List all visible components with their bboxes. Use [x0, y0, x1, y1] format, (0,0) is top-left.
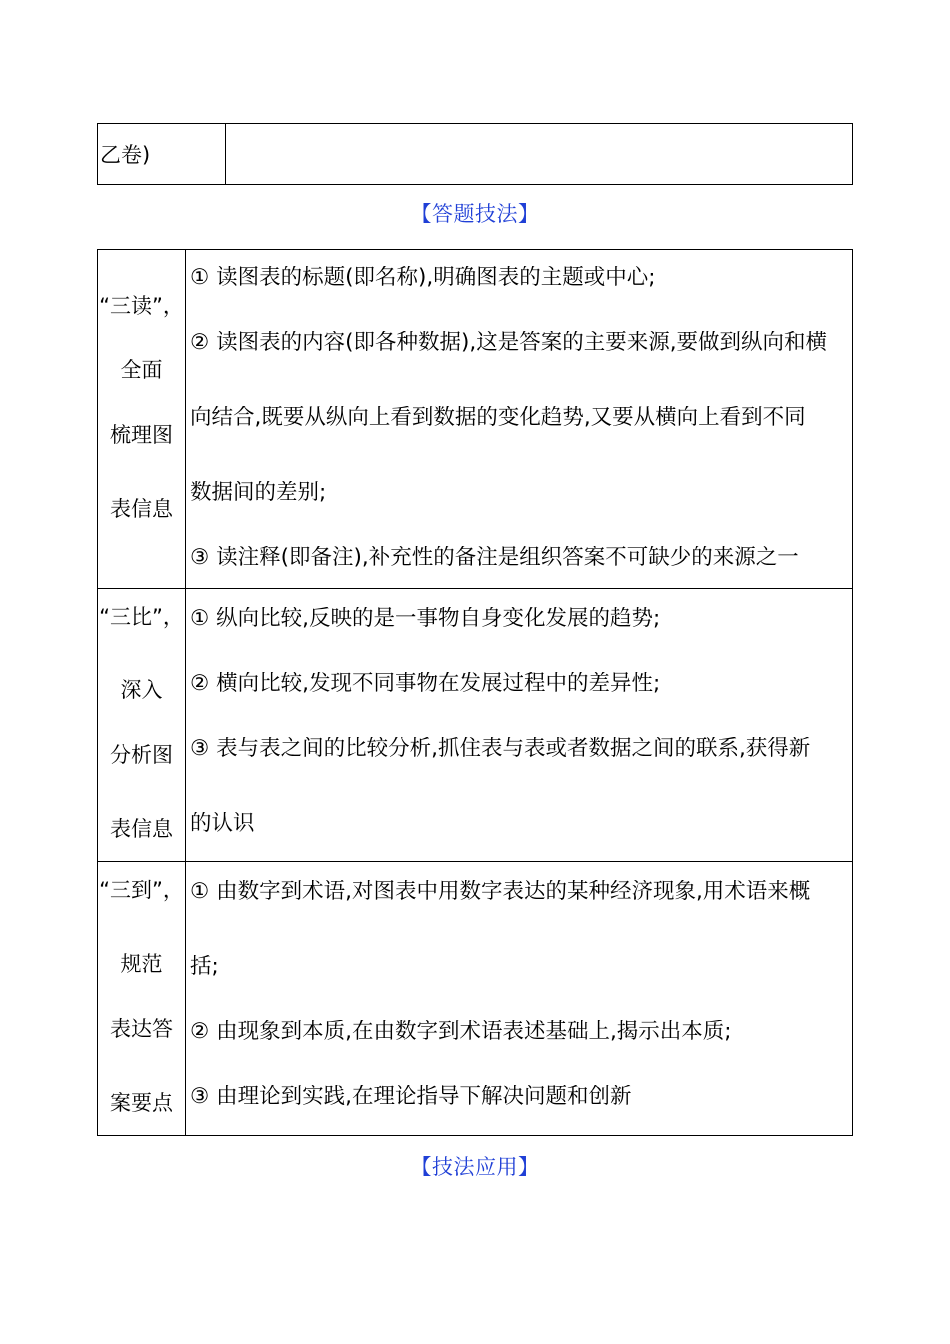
content-line: ③ 读注释(即备注),补充性的备注是组织答案不可缺少的来源之一	[190, 546, 799, 570]
top-table	[97, 123, 853, 185]
section-title-technique-application: 【技法应用】	[410, 1155, 540, 1179]
row-heading-line: 梳理图	[110, 423, 173, 447]
table-row	[98, 589, 853, 862]
row-heading-line: 表达答	[110, 1017, 173, 1041]
row-heading	[98, 862, 186, 1136]
row-content	[186, 589, 853, 862]
row-heading	[98, 589, 186, 862]
content-line: ① 纵向比较,反映的是一事物自身变化发展的趋势;	[190, 607, 661, 631]
content-line: ③ 表与表之间的比较分析,抓住表与表或者数据之间的联系,获得新	[190, 737, 811, 761]
content-line: ① 由数字到术语,对图表中用数字表达的某种经济现象,用术语来概	[190, 880, 811, 904]
table-row	[98, 250, 853, 589]
technique-table	[97, 249, 853, 1136]
top-table-right-cell	[226, 124, 853, 185]
row-heading-line: 表信息	[110, 817, 173, 841]
row-heading-line: “三到”，	[99, 878, 184, 902]
top-table-left-cell: 乙卷)	[98, 124, 226, 185]
content-line: ① 读图表的标题(即名称),明确图表的主题或中心;	[190, 266, 656, 290]
table-row	[98, 862, 853, 1136]
row-content	[186, 862, 853, 1136]
row-heading	[98, 250, 186, 589]
content-line: ② 读图表的内容(即各种数据),这是答案的主要来源,要做到纵向和横	[190, 331, 828, 355]
row-heading-line: 表信息	[110, 497, 173, 521]
row-heading-line: “三比”，	[99, 605, 184, 629]
content-line: ② 横向比较,发现不同事物在发展过程中的差异性;	[190, 672, 661, 696]
row-heading-line: 分析图	[110, 743, 173, 767]
row-heading-line: 案要点	[110, 1091, 173, 1115]
content-line: ② 由现象到本质,在由数字到术语表述基础上,揭示出本质;	[190, 1020, 732, 1044]
row-content	[186, 250, 853, 589]
row-heading-line: 全面	[120, 358, 163, 382]
content-line: 的认识	[190, 812, 255, 836]
content-line: 括;	[190, 955, 219, 979]
row-heading-line: “三读”，	[99, 294, 184, 318]
row-heading-line: 深入	[120, 678, 163, 702]
content-line: 数据间的差别;	[190, 481, 327, 505]
section-title-answer-technique: 【答题技法】	[410, 202, 540, 226]
row-heading-line: 规范	[120, 952, 163, 976]
content-line: 向结合,既要从纵向上看到数据的变化趋势,又要从横向上看到不同	[190, 406, 806, 430]
content-line: ③ 由理论到实践,在理论指导下解决问题和创新	[190, 1085, 632, 1109]
